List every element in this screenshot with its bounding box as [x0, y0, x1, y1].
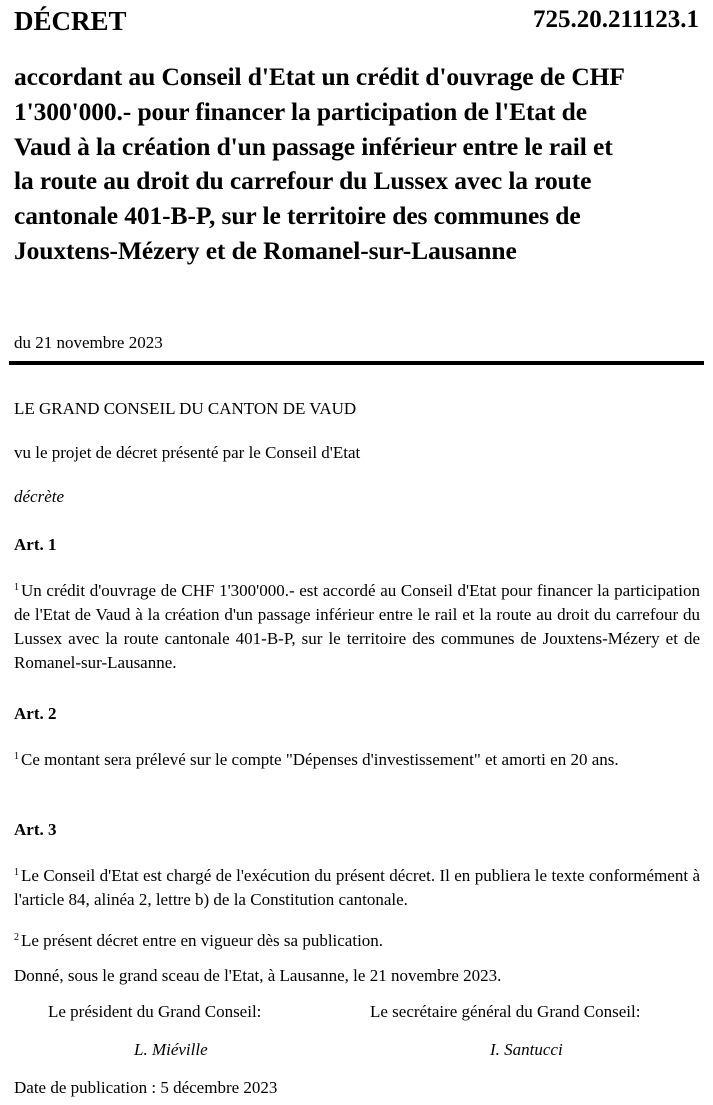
title-line: Vaud à la création d'un passage inférieur entre le rail et — [14, 131, 613, 161]
decree-title — [14, 60, 700, 269]
article-heading: Art. 2 — [14, 704, 57, 723]
title-line: 1'300'000.- pour financer la participation de l'Etat de — [14, 96, 587, 126]
document-header — [14, 6, 699, 40]
paragraph-number: 1 — [14, 582, 19, 593]
preamble-body: LE GRAND CONSEIL DU CANTON DE VAUD — [14, 399, 357, 418]
signatory-role-secretary: Le secrétaire général du Grand Conseil: — [370, 1002, 641, 1021]
paragraph-text: Le présent décret entre en vigueur dès sa publication. — [21, 931, 384, 950]
publication-date: Date de publication : 5 décembre 2023 — [14, 1078, 278, 1097]
paragraph-text: Ce montant sera prélevé sur le compte "Dépenses d'investissement" et amorti en 20 ans. — [21, 750, 619, 769]
decree-date: du 21 novembre 2023 — [14, 333, 163, 352]
document-code: 725.20.211123.1 — [533, 6, 699, 33]
title-line: Jouxtens-Mézery et de Romanel-sur-Lausanne — [14, 235, 517, 265]
article-heading: Art. 1 — [14, 535, 57, 554]
signatory-name-president: L. Miéville — [134, 1040, 208, 1059]
document-type: DÉCRET — [14, 6, 127, 36]
article-paragraph — [14, 745, 700, 772]
title-line: accordant au Conseil d'Etat un crédit d'ouvrage de CHF — [14, 62, 625, 91]
given-statement: Donné, sous le grand sceau de l'Etat, à Lausanne, le 21 novembre 2023. — [14, 966, 502, 985]
preamble-considering: vu le projet de décret présenté par le Conseil d'Etat — [14, 443, 361, 462]
title-line: la route au droit du carrefour du Lussex avec la route — [14, 166, 592, 196]
article-paragraph — [14, 576, 700, 675]
paragraph-number: 1 — [14, 867, 19, 878]
signatory-role-president: Le président du Grand Conseil: — [48, 1002, 262, 1021]
paragraph-number: 1 — [14, 751, 19, 762]
divider — [9, 361, 704, 365]
article-paragraph — [14, 861, 700, 912]
paragraph-number: 2 — [14, 932, 19, 943]
paragraph-text: Un crédit d'ouvrage de CHF 1'300'000.- est accordé au Conseil d'Etat pour financer la participation de l'Etat de Vaud à la création d'un passage inférieur entre le rail et la route au droit du carrefour du Lussex avec la route cantonale 401-B-P, sur le territoire des communes de Jouxtens-Mézery et de Romanel-sur-Lausanne. — [14, 581, 700, 672]
preamble-decrees: décrète — [14, 487, 65, 506]
title-line: cantonale 401-B-P, sur le territoire des communes de — [14, 201, 581, 231]
article-paragraph — [14, 926, 700, 953]
article-heading: Art. 3 — [14, 820, 57, 839]
paragraph-text: Le Conseil d'Etat est chargé de l'exécution du présent décret. Il en publiera le texte conformément à l'article 84, alinéa 2, lettre b) de la Constitution cantonale. — [14, 866, 700, 909]
signatory-name-secretary: I. Santucci — [490, 1040, 563, 1059]
